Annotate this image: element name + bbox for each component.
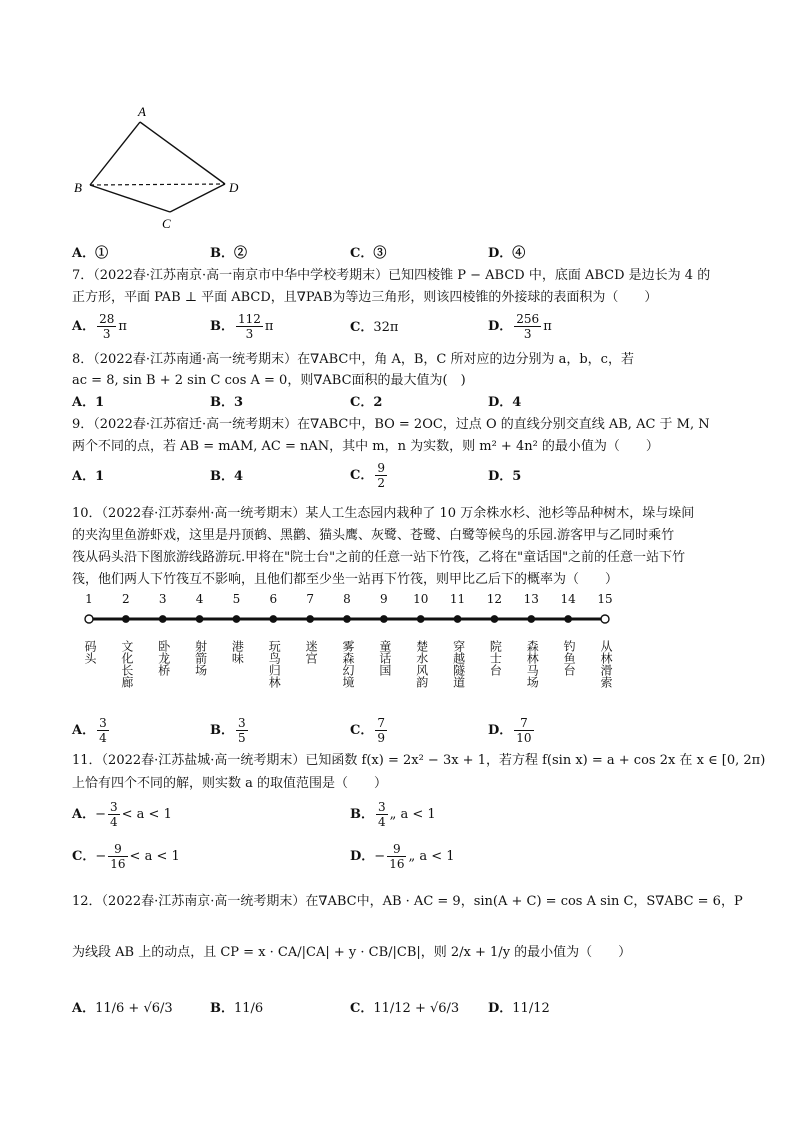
q9-c-num: 9 [377,461,385,475]
q12-option-d[interactable]: D．11/12 [488,1001,550,1016]
route-stop-name: 迷宫 [304,640,319,664]
q10-stem-line4: 筏，他们两人下竹筏互不影响，且他们都至少坐一站再下竹筏，则甲比乙后下的概率为（ ） [72,572,619,587]
route-stop-name: 射箭场 [193,640,208,676]
route-stop-number: 9 [380,592,388,606]
q11-d-pre: − [374,849,386,864]
route-stop-dot [160,616,166,622]
route-stop-number: 13 [523,592,539,606]
q11-option-a[interactable]: A．− $\frac{3}{4}$ < a < 1 [72,800,172,829]
q7-option-c[interactable]: C．32π [350,320,399,335]
q9-c-den: 2 [377,476,385,490]
q7-d-den: 3 [523,327,532,341]
q10-b-den: 5 [238,731,246,745]
q11-a-pre: − [95,807,106,822]
q12-a-text: 11/6 + √6/3 [95,1001,173,1016]
route-stop-name: 童话国 [377,640,392,676]
q7-a-tail: π [118,319,127,334]
route-stop-name: 从林滑索 [599,640,613,688]
q11-stem-line1: 11．（2022春·江苏盐城·高一统考期末）已知函数 f(x) = 2x² − 3x + 1，若方程 f(sin x) = a + cos 2x 在 x ∈ [0, 2π) [72,753,766,768]
q7-c-text: 32π [373,320,399,335]
route-stop-number: 3 [158,592,167,606]
q10-option-c[interactable]: C． $\frac{7}{9}$ [350,716,385,745]
q6-option-b[interactable]: B．② [210,246,247,261]
q9-stem-line2: 两个不同的点，若 AB = mAM, AC = nAN，其中 m，n 为实数，则 m² + 4n² 的最小值为（ ） [72,439,659,454]
route-stop-dot [601,615,609,623]
q7-d-tail: π [543,319,552,334]
q11-c-den: 16 [110,857,126,871]
q11-b-den: 4 [378,815,386,829]
q12-option-c[interactable]: C．11/12 + √6/3 [350,1001,460,1016]
q9-option-c[interactable]: C． $\frac{9}{2}$ [350,461,385,490]
q7-d-num: 256 [516,312,540,326]
route-stop-dot [418,616,424,622]
route-stop-name: 钓鱼台 [562,640,577,676]
q7-b-num: 112 [238,312,261,326]
q7-stem-line2: 正方形，平面 PAB ⊥ 平面 ABCD，且∇PAB为等边三角形，则该四棱锥的外接球的表面积为（ ） [72,290,658,305]
route-stop-number: 11 [449,592,466,606]
q11-a-post: < a < 1 [121,807,172,822]
q8-option-a[interactable]: A．1 [72,395,105,410]
q7-stem-line1: 7．（2022春·江苏南京·高一南京市中华中学校考期末）已知四棱锥 P − ABCD 中，底面 ABCD 是边长为 4 的 [72,268,711,283]
q10-option-a[interactable]: A． $\frac{3}{4}$ [72,716,107,745]
q10-stem-line2: 的夹沟里鱼游虾戏，这里是丹顶鹤、黑鹳、猫头鹰、灰鹭、苍鹭、白鹭等候鸟的乐园.游客甲与乙同时乘竹 [72,528,675,543]
edge-BD-dashed [90,184,225,185]
route-stop-name: 码头 [83,640,97,664]
q7-b-tail: π [264,319,274,334]
route-stop-name: 楚水风韵 [414,640,429,688]
q12-option-a[interactable]: A．11/6 + √6/3 [72,1001,173,1016]
route-stop-number: 2 [122,592,130,606]
route-stop-name: 院士台 [488,640,503,676]
route-stop-name: 卧龙桥 [156,640,171,676]
q7-option-a[interactable]: A． $\frac{28}{3}$ π [72,312,127,341]
q10-a-num: 3 [99,716,107,730]
route-stop-dot [196,616,202,622]
route-stop-dot [381,616,387,622]
label-A: A [138,104,146,119]
q9-option-b[interactable]: B．4 [210,469,244,484]
route-stop-dot [85,615,93,623]
q9-stem-line1: 9．（2022春·江苏宿迁·高一统考期末）在∇ABC中，BO = 2OC，过点 O 的直线分别交直线 AB, AC 于 M, N [72,417,710,432]
q11-c-num: 9 [108,842,127,857]
route-stop-number: 10 [413,592,429,606]
quadrilateral-figure [70,100,260,240]
route-stop-name: 港味 [230,640,245,664]
q11-d-num: 9 [387,842,406,857]
route-stop-name: 玩鸟归林 [267,640,282,688]
q6-option-d[interactable]: D．④ [488,246,526,261]
route-stop-dot [307,616,313,622]
route-stop-name: 文化长廊 [119,640,134,688]
q11-c-pre: − [95,849,107,864]
route-stop-number: 12 [486,592,503,606]
route-stop-dot [565,616,571,622]
q6-option-c[interactable]: C．③ [350,246,387,261]
route-stop-number: 15 [597,592,613,606]
q12-option-b[interactable]: B．11/6 [210,1001,264,1016]
q9-option-a[interactable]: A．1 [72,469,105,484]
q11-d-den: 16 [389,857,405,871]
q6-option-a[interactable]: A．① [72,246,109,261]
q10-d-num: 7 [514,716,533,731]
q11-a-den: 4 [110,815,118,829]
q8-stem-line2: ac = 8, sin B + 2 sin C cos A = 0，则∇ABC面积的最大值为( ) [72,373,466,388]
route-stop-name: 森林马场 [525,640,540,688]
edge-AB [90,122,140,185]
q11-stem-line2: 上恰有四个不同的解，则实数 a 的取值范围是（ ） [72,776,388,791]
q10-option-b[interactable]: B． $\frac{3}{5}$ [210,716,246,745]
q12-d-text: 11/12 [512,1001,550,1016]
q10-a-den: 4 [99,731,107,745]
label-C: C [162,216,171,231]
q12-stem-line1: 12．（2022春·江苏南京·高一统考期末）在∇ABC中，AB · AC = 9，sin(A + C) = cos A sin C，S∇ABC = 6，P [72,894,743,909]
q11-option-c[interactable]: C．− $\frac{9}{16}$ < a < 1 [72,842,180,871]
q12-b-text: 11/6 [234,1001,264,1016]
route-stop-name: 雾森幻境 [341,640,355,688]
label-B: B [74,180,82,195]
q10-stem-line1: 10．（2022春·江苏泰州·高一统考期末）某人工生态园内栽种了 10 万余株水杉、池杉等品种树木，垛与垛间 [72,506,695,521]
q11-d-post: „ a < 1 [408,849,455,864]
q7-a-num: 28 [99,312,115,326]
q8-option-c[interactable]: C．2 [350,395,383,410]
route-stop-dot [270,616,276,622]
route-stop-number: 5 [232,592,241,606]
route-stop-number: 14 [560,592,576,606]
q12-c-text: 11/12 + √6/3 [373,1001,460,1016]
edge-CD [170,184,225,212]
q10-option-d[interactable]: D． $\frac{7}{10}$ [488,716,532,745]
route-stop-number: 6 [269,592,278,606]
q10-b-num: 3 [238,716,246,730]
q11-option-d[interactable]: D．− $\frac{9}{16}$ „ a < 1 [350,842,455,871]
q11-b-post: „ a < 1 [389,807,436,822]
q9-option-d[interactable]: D．5 [488,469,522,484]
route-stop-name: 穿越隧道 [451,640,466,688]
q7-option-d[interactable]: D． $\frac{256}{3}$ π [488,312,552,341]
route-stop-dot [491,616,497,622]
q7-option-b[interactable]: B． $\frac{112}{3}$ π [210,312,274,341]
q10-c-num: 7 [377,716,385,730]
q8-option-d[interactable]: D．4 [488,395,522,410]
edge-AD [140,122,225,184]
q8-option-b[interactable]: B．3 [210,395,244,410]
edge-BC [90,185,170,212]
route-stop-number: 4 [195,592,204,606]
q10-stem-line3: 筏从码头沿下图旅游线路游玩.甲将在"院士台"之前的任意一站下竹筏，乙将在"童话国"之前的任意一站下竹 [72,550,686,565]
q11-a-num: 3 [110,800,118,814]
q11-c-post: < a < 1 [129,849,180,864]
route-stop-dot [123,616,129,622]
q7-a-den: 3 [102,327,111,341]
q11-b-num: 3 [378,800,386,814]
route-stop-number: 8 [343,592,351,606]
q8-stem-line1: 8．（2022春·江苏南通·高一统考期末）在∇ABC中，角 A，B，C 所对应的边分别为 a，b，c，若 [72,352,634,367]
q10-d-den: 10 [516,731,532,745]
route-stop-dot [528,616,534,622]
route-stop-dot [454,616,460,622]
q12-stem-line2: 为线段 AB 上的动点，且 CP = x · CA/|CA| + y · CB/|CB|，则 2/x + 1/y 的最小值为（ ） [72,945,632,960]
q7-b-den: 3 [245,327,254,341]
route-stop-dot [233,616,239,622]
route-stop-dot [344,616,350,622]
label-D: D [229,180,239,195]
q11-option-b[interactable]: B． $\frac{3}{4}$ „ a < 1 [350,800,436,829]
q10-c-den: 9 [377,731,385,745]
route-stop-number: 1 [85,592,93,606]
route-stop-number: 7 [306,592,314,606]
